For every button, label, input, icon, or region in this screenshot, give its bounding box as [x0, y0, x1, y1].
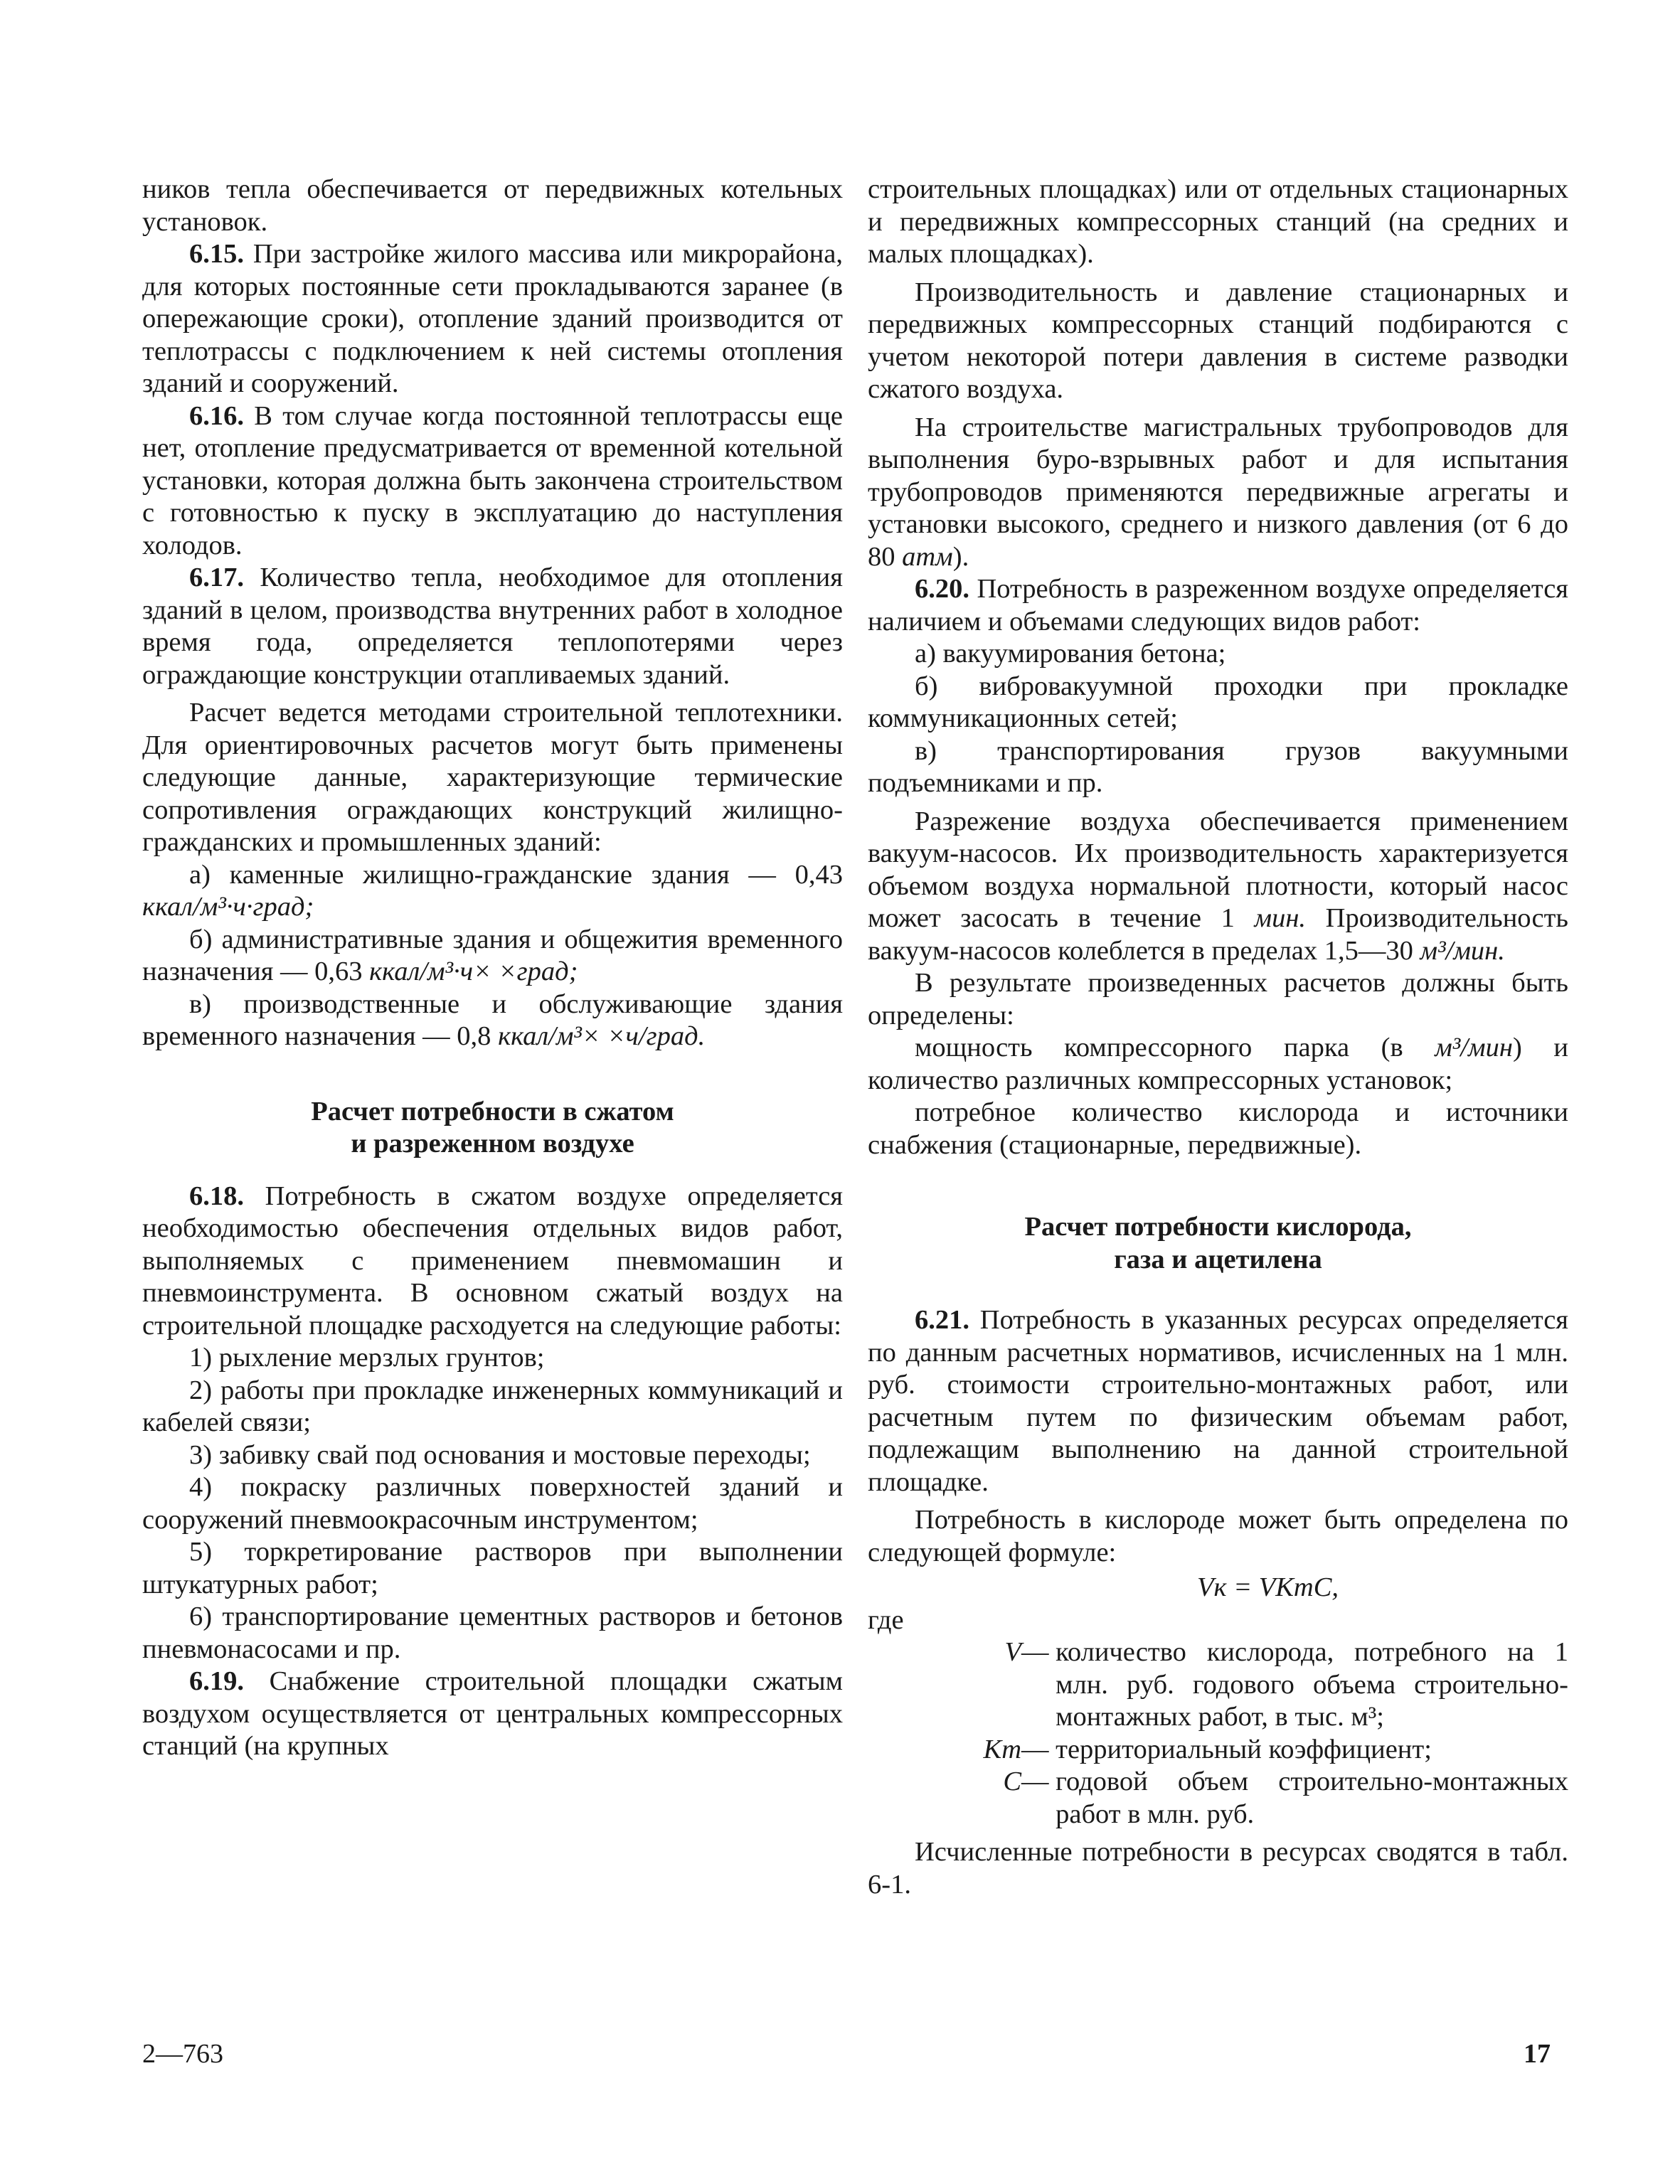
list-item-text: а) каменные жилищно-гражданские здания — 0,43 [189, 859, 843, 890]
paragraph-formula-intro: Потребность в кислороде может быть определена по следующей формуле: [868, 1505, 1568, 1567]
list-item-v [142, 989, 843, 1053]
paragraph-oxygen-sources: потребное количество кислорода и источники снабжения (стационарные, передвижные). [868, 1097, 1568, 1160]
vacuum-item-v: в) транспортирования грузов вакуумными подъемниками и пр. [868, 735, 1568, 798]
list-item-text: б) административные здания и общежития временного назначения — 0,63 [142, 924, 843, 986]
heading-line: газа и ацетилена [1114, 1244, 1322, 1274]
section-text: При застройке жилого массива или микрорайона, для которых постоянные сети прокладываются заранее (в опережающие сроки), отопление зданий производится от теплотрассы с подключением к ней системы отопления зданий и сооружений. [142, 239, 843, 398]
section-heading-oxygen [868, 1211, 1568, 1276]
paragraph-text: Производительность вакуум-насосов колеблется в пределах 1,5—30 [868, 903, 1568, 966]
section-text: Потребность в разреженном воздухе определяется наличием и объемами следующих видов работ: [868, 574, 1568, 636]
definition-text: годовой объем строительно-монтажных работ в млн. руб. [1056, 1767, 1568, 1829]
definition-text: территориальный коэффициент; [1056, 1734, 1432, 1764]
formula: Vк = VKтC, [1196, 1572, 1339, 1602]
section-6-18 [142, 1181, 843, 1343]
formula-definitions [946, 1636, 1568, 1831]
unit: ккал/м³× ×ч/град. [498, 1021, 706, 1051]
unit: ккал/м³·ч·град; [142, 892, 314, 922]
heading-line: Расчет потребности в сжатом [311, 1096, 674, 1126]
vacuum-item-a: а) вакуумирования бетона; [915, 639, 1226, 668]
section-6-16 [142, 400, 843, 563]
definition-kt [946, 1734, 1568, 1767]
paragraph-results: В результате произведенных расчетов должны быть определены: [868, 968, 1568, 1030]
page-number: 17 [1524, 2039, 1551, 2069]
list-item-text: в) производственные и обслуживающие здания временного назначения — 0,8 [142, 989, 843, 1051]
left-column [142, 174, 843, 1763]
paragraph-text: Разрежение воздуха обеспечивается применением вакуум-насосов. Их производительность характеризуется объемом воздуха нормальной плотности, который насос может засосать в течение 1 [868, 806, 1568, 933]
paragraph-compressor-park [868, 1032, 1568, 1097]
definition-dash: — [1021, 1734, 1056, 1764]
section-text: Потребность в указанных ресурсах определяется по данным расчетных нормативов, исчисленных на 1 млн. руб. стоимости строительно-монтажных работ, или расчетным путем по физическим объемам работ, подлежащим выполнению на данной строительной площадке. [868, 1305, 1568, 1497]
unit: мин. [1254, 903, 1307, 933]
section-heading-compressed-air [142, 1096, 843, 1161]
definition-v [946, 1636, 1568, 1734]
work-item-5: 5) торкретирование растворов при выполнении штукатурных работ; [142, 1537, 843, 1599]
right-column [868, 174, 1568, 1901]
where-label: где [868, 1604, 904, 1635]
section-number: 6.20. [915, 574, 969, 604]
definition-symbol: C [1003, 1767, 1021, 1796]
unit: м³/мин. [1420, 935, 1505, 966]
section-6-17 [142, 562, 843, 691]
list-item-a [142, 859, 843, 924]
paragraph-summary: Исчисленные потребности в ресурсах сводятся в табл. 6-1. [868, 1837, 1568, 1900]
section-6-20 [868, 573, 1568, 638]
unit: ккал/м³·ч× ×град; [369, 957, 578, 986]
unit: м³/мин [1435, 1033, 1513, 1062]
paragraph-continuation: строительных площадках) или от отдельных стационарных и передвижных компрессорных станций (на средних и малых площадках). [868, 174, 1568, 269]
section-text: Снабжение строительной площадки сжатым воздухом осуществляется от центральных компрессорных станций (на крупных [142, 1666, 843, 1761]
work-item-3: 3) забивку свай под основания и мостовые переходы; [189, 1439, 811, 1470]
section-number: 6.21. [915, 1305, 969, 1335]
paragraph-performance: Производительность и давление стационарных и передвижных компрессорных станций подбираются с учетом некоторой потери давления в системе разводки сжатого воздуха. [868, 277, 1568, 404]
definition-symbol: Kт [983, 1734, 1021, 1764]
paragraph-text: На строительстве магистральных трубопроводов для выполнения буро-взрывных работ и для испытания трубопроводов применяются передвижные агрегаты и установки высокого, среднего и низкого давления (от 6 до 80 [868, 412, 1568, 572]
work-item-6: 6) транспортирование цементных растворов и бетонов пневмонасосами и пр. [142, 1602, 843, 1664]
heading-line: Расчет потребности кислорода, [1024, 1212, 1412, 1242]
section-number: 6.19. [189, 1666, 244, 1696]
section-6-21 [868, 1304, 1568, 1498]
paragraph-calculation: Расчет ведется методами строительной теплотехники. Для ориентировочных расчетов могут быть применены следующие данные, характеризующие термические сопротивления ограждающих конструкций жилищно-гражданских и промышленных зданий: [142, 698, 843, 857]
section-6-19 [142, 1666, 843, 1763]
work-item-4: 4) покраску различных поверхностей зданий и сооружений пневмоокрасочным инструментом; [142, 1472, 843, 1535]
section-text: Количество тепла, необходимое для отопления зданий в целом, производства внутренних работ в холодное время года, определяется теплопотерями через ограждающие конструкции отапливаемых зданий. [142, 563, 843, 690]
section-text: Потребность в сжатом воздухе определяется необходимостью обеспечения отдельных видов работ, выполняемых с применением пневмомашин и пневмоинструмента. В основном сжатый воздух на строительной площадке расходуется на следующие работы: [142, 1181, 843, 1341]
work-item-1: 1) рыхление мерзлых грунтов; [189, 1343, 545, 1373]
paragraph-continuation: ников тепла обеспечивается от передвижных котельных установок. [142, 174, 843, 237]
work-item-2: 2) работы при прокладке инженерных коммуникаций и кабелей связи; [142, 1375, 843, 1437]
section-number: 6.16. [189, 400, 244, 431]
paragraph-pipelines [868, 412, 1568, 574]
footer-print-code: 2—763 [142, 2039, 223, 2069]
definition-dash: — [1021, 1637, 1056, 1667]
heading-line: и разреженном воздухе [351, 1129, 634, 1158]
section-number: 6.18. [189, 1181, 244, 1211]
paragraph-text: ) и количество различных компрессорных установок; [868, 1033, 1568, 1095]
definition-symbol: V [1004, 1637, 1021, 1667]
definition-text: количество кислорода, потребного на 1 млн. руб. годового объема строительно-монтажных работ, в тыс. м³; [1056, 1637, 1568, 1732]
section-text: В том случае когда постоянной теплотрассы еще нет, отопление предусматривается от временной котельной установки, которая должна быть закончена строительством с готовностью к пуску в эксплуатацию до наступления холодов. [142, 400, 843, 560]
unit: атм [902, 541, 953, 572]
section-6-15 [142, 238, 843, 400]
paragraph-text: мощность компрессорного парка (в [915, 1033, 1435, 1062]
section-number: 6.17. [189, 563, 244, 592]
paragraph-vacuum-pumps [868, 806, 1568, 968]
definition-c [946, 1766, 1568, 1831]
list-item-b [142, 924, 843, 989]
vacuum-item-b: б) вибровакуумной проходки при прокладке коммуникационных сетей; [868, 671, 1568, 733]
paragraph-text: ). [952, 541, 969, 572]
definition-dash: — [1021, 1767, 1056, 1796]
section-number: 6.15. [189, 239, 244, 269]
